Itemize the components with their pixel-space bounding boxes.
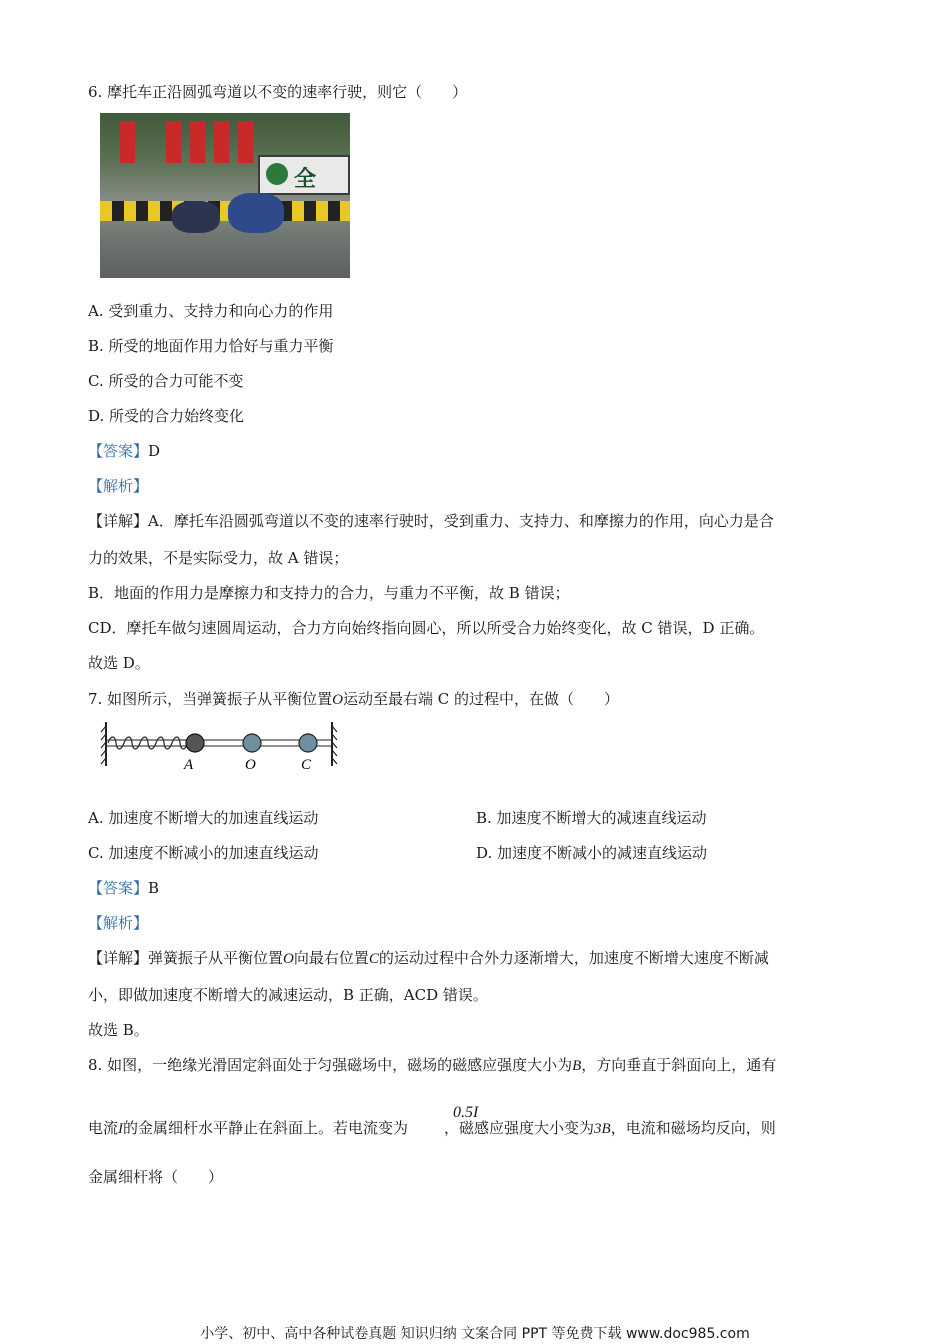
motorcycle-icon (172, 201, 220, 233)
stem-text: 7. 如图所示，当弹簧振子从平衡位置 (88, 690, 333, 708)
answer-value: B (148, 879, 160, 897)
flag-icon (166, 121, 181, 163)
answer-value: D (148, 442, 161, 460)
detail-text: 的运动过程中合外力逐渐增大，加速度不断增大速度不断减 (378, 949, 769, 967)
q7-detail-line (88, 948, 769, 969)
q7-stem (88, 689, 619, 710)
q6-option-c: C. 所受的合力可能不变 (88, 372, 244, 390)
stem-text: ，方向垂直于斜面向上，通有 (581, 1056, 777, 1074)
banner-text: 全 (294, 167, 317, 192)
q6-option-d: D. 所受的合力始终变化 (88, 407, 245, 425)
q8-line-3: 金属细杆将（ ） (88, 1168, 224, 1186)
q7-detail-line: 小，即做加速度不断增大的减速运动，B 正确，ACD 错误。 (88, 986, 488, 1004)
spring-oscillator-diagram (100, 720, 340, 772)
ball-o-icon (243, 734, 261, 752)
stem-text: 运动至最右端 C 的过程中，在做（ ） (342, 690, 619, 708)
q6-option-b: B. 所受的地面作用力恰好与重力平衡 (88, 337, 334, 355)
label-a: A (184, 757, 194, 772)
sponsor-banner (258, 155, 350, 195)
q6-option-a: A. 受到重力、支持力和向心力的作用 (88, 302, 334, 320)
flag-icon (120, 121, 135, 163)
detail-symbol: C (368, 951, 379, 967)
flag-icon (190, 121, 205, 163)
q8-current-fraction: 0.5I (453, 1104, 479, 1121)
q6-stem: 6. 摩托车正沿圆弧弯道以不变的速率行驶，则它（ ） (88, 83, 468, 101)
q6-answer (88, 441, 160, 461)
detail-tag: 【详解】 (88, 512, 149, 530)
detail-text: A．摩托车沿圆弧弯道以不变的速率行驶时，受到重力、支持力、和摩擦力的作用，向心力是合 (148, 512, 774, 530)
page-footer: 小学、初中、高中各种试卷真题 知识归纳 文案合同 PPT 等免费下载 www.doc985.com (200, 1326, 750, 1342)
stem-symbol: I (118, 1121, 124, 1137)
ball-c-icon (299, 734, 317, 752)
flag-icon (238, 121, 253, 163)
ball-a-icon (186, 734, 204, 752)
q7-conclusion: 故选 B。 (88, 1021, 149, 1039)
answer-tag: 【答案】 (88, 442, 149, 460)
q8-line-2 (88, 1118, 776, 1139)
detail-text: 弹簧振子从平衡位置 (148, 949, 284, 967)
stem-text: ，电流和磁场均反向，则 (610, 1119, 776, 1137)
q7-option-d: D. 加速度不断减小的减速直线运动 (476, 844, 708, 862)
detail-text: 向最右位置 (293, 949, 369, 967)
detail-symbol: O (283, 951, 294, 967)
motorcycle-race-photo (100, 113, 350, 278)
stem-text: 电流 (88, 1119, 119, 1137)
q7-option-a: A. 加速度不断增大的加速直线运动 (88, 809, 319, 827)
stem-text: ，磁感应强度大小变为 (444, 1119, 595, 1137)
q7-answer (88, 878, 159, 898)
track-barrier (100, 201, 350, 221)
q7-option-b: B. 加速度不断增大的减速直线运动 (476, 809, 707, 827)
stem-symbol: 3B (594, 1121, 611, 1137)
q7-analysis-tag: 【解析】 (88, 914, 149, 932)
q6-analysis-tag: 【解析】 (88, 477, 149, 495)
detail-tag: 【详解】 (88, 949, 149, 967)
stem-text: 8. 如图，一绝缘光滑固定斜面处于匀强磁场中，磁场的磁感应强度大小为 (88, 1056, 573, 1074)
stem-symbol: O (332, 692, 343, 708)
answer-tag: 【答案】 (88, 879, 149, 897)
flag-icon (214, 121, 229, 163)
motorcycle-icon (228, 193, 284, 233)
stem-symbol: B (572, 1058, 582, 1074)
q6-detail-line (88, 511, 774, 531)
logo-icon (266, 163, 288, 185)
q6-conclusion: 故选 D。 (88, 654, 150, 672)
q8-line-1 (88, 1055, 776, 1076)
q7-option-c: C. 加速度不断减小的加速直线运动 (88, 844, 319, 862)
q6-detail-line: CD．摩托车做匀速圆周运动，合力方向始终指向圆心，所以所受合力始终变化，故 C 错误，D 正确。 (88, 619, 765, 637)
q6-detail-line: 力的效果，不是实际受力，故 A 错误； (88, 549, 349, 567)
label-o: O (245, 757, 256, 772)
stem-text: 的金属细杆水平静止在斜面上。若电流变为 (123, 1119, 409, 1137)
label-c: C (301, 757, 312, 772)
q6-detail-line: B．地面的作用力是摩擦力和支持力的合力，与重力不平衡，故 B 错误； (88, 584, 570, 602)
